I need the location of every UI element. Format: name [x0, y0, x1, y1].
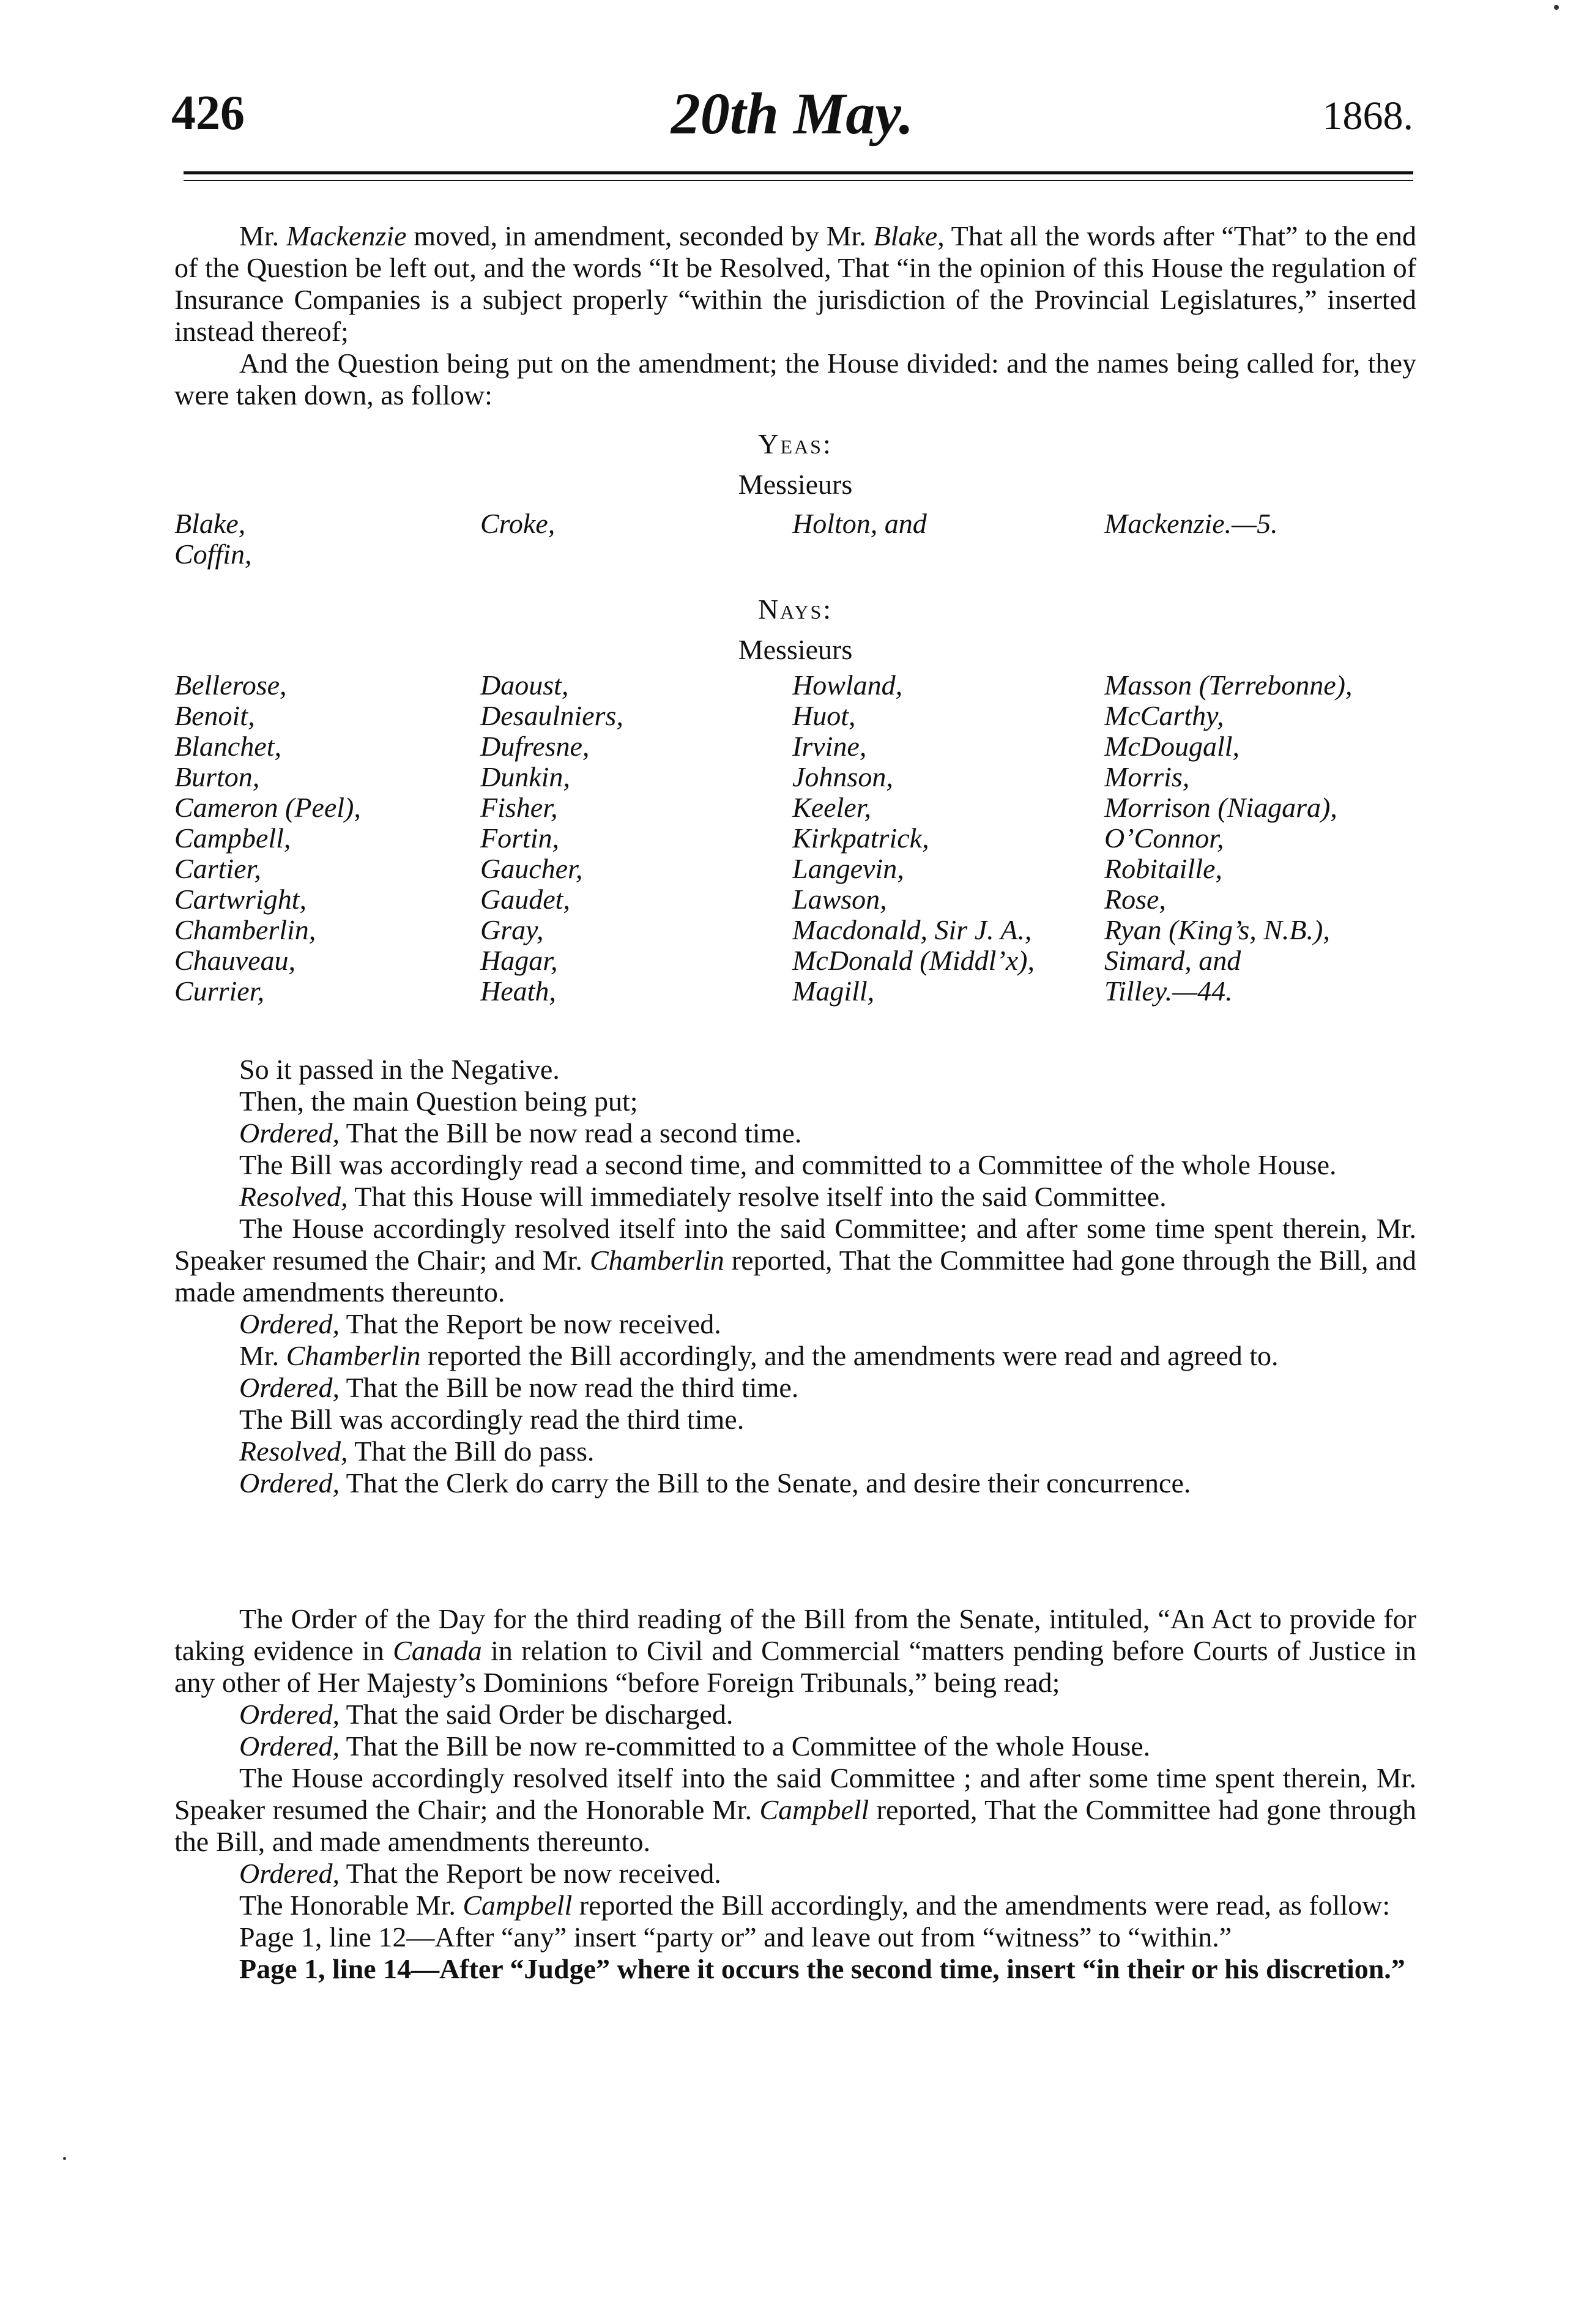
- nays-names: [174, 669, 1416, 1006]
- ordered-report: Ordered, That the Report be now received.: [239, 1858, 721, 1889]
- ordered-recommit: Ordered, That the Bill be now re-committed to a Committee of the whole House.: [239, 1730, 1151, 1762]
- negative-line: So it passed in the Negative.: [239, 1054, 560, 1085]
- name-entry: Desaulniers,: [480, 700, 623, 731]
- name-entry: Blanchet,: [174, 731, 281, 762]
- resolved-pass: Resolved, That the Bill do pass.: [239, 1436, 595, 1467]
- main-question-line: Then, the main Question being put;: [239, 1086, 638, 1117]
- header-rule-thick: [184, 171, 1413, 174]
- amendment-paragraph: Mr. Mackenzie moved, in amendment, seconded by Mr. Blake, That all the words after “That” to the end of the Question be left out, and the words “It be Resolved, That “in the opinion of this House the regulation of Insurance Companies is a subject properly “within the jurisdiction of the Provincial Legislatures,” inserted instead thereof;: [174, 220, 1417, 347]
- header-rule-thin: [184, 180, 1413, 181]
- print-speck: [1554, 5, 1559, 10]
- third-reading-line: The Bill was accordingly read the third time.: [239, 1404, 745, 1435]
- name-entry: Fisher,: [480, 792, 558, 823]
- committee-report-line: The House accordingly resolved itself into the said Committee; and after some time spent therein, Mr. Speaker resumed the Chair; and Mr. Chamberlin reported, That the Committee had gone through the Bill, and made amendments thereunto.: [174, 1213, 1416, 1308]
- name-entry: Blake,: [174, 508, 246, 539]
- name-entry: Robitaille,: [1104, 853, 1222, 884]
- page-year: 1868.: [1322, 94, 1413, 138]
- name-entry: Cartier,: [174, 853, 261, 884]
- reporter-name: Chamberlin: [589, 1245, 724, 1276]
- name-entry: Holton, and: [792, 508, 927, 539]
- nays-division: [174, 594, 1416, 1006]
- name-entry: McDonald (Middl’x),: [792, 945, 1035, 976]
- name-entry: Heath,: [480, 975, 556, 1007]
- second-reading-line: The Bill was accordingly read a second time, and committed to a Committee of the whole House.: [239, 1149, 1337, 1180]
- name-entry: Cameron (Peel),: [174, 792, 361, 823]
- name-entry: Johnson,: [792, 761, 893, 792]
- ordered-third-reading: Ordered, That the Bill be now read the third time.: [239, 1372, 799, 1403]
- name-entry: Dufresne,: [480, 731, 590, 762]
- yeas-names: [174, 508, 1416, 569]
- name-entry: Campbell,: [174, 822, 291, 854]
- yeas-heading: Yeas:: [758, 428, 833, 460]
- place-name: Canada: [393, 1635, 482, 1666]
- name-entry: Gray,: [480, 914, 544, 945]
- name-entry: Masson (Terrebonne),: [1104, 669, 1353, 701]
- reporter-name: Campbell: [759, 1794, 869, 1825]
- name-entry: Morris,: [1104, 761, 1190, 792]
- name-entry: Huot,: [792, 700, 856, 731]
- name-entry: Howland,: [792, 669, 903, 701]
- name-entry: Chauveau,: [174, 945, 296, 976]
- proceedings-bill-one: [174, 1054, 1416, 1499]
- reported-accordingly: Mr. Chamberlin reported the Bill accordingly, and the amendments were read and agreed to.: [239, 1340, 1279, 1371]
- ordered-clerk: Ordered, That the Clerk do carry the Bill to the Senate, and desire their concurrence.: [239, 1467, 1191, 1499]
- name-entry: McCarthy,: [1104, 700, 1224, 731]
- ordered-discharged: Ordered, That the said Order be discharged.: [239, 1699, 734, 1730]
- name-entry: Dunkin,: [480, 761, 570, 792]
- name-entry: Ryan (King’s, N.B.),: [1104, 914, 1330, 945]
- name-entry: Langevin,: [792, 853, 904, 884]
- ordered-report: Ordered, That the Report be now received.: [239, 1308, 721, 1339]
- name-entry: Rose,: [1104, 884, 1166, 915]
- name-entry: Magill,: [792, 975, 875, 1007]
- name-entry: Currier,: [174, 975, 264, 1007]
- name-entry: Chamberlin,: [174, 914, 316, 945]
- yeas-messieurs: Messieurs: [738, 469, 853, 500]
- print-speck: [63, 2157, 66, 2160]
- committee-report-line: The House accordingly resolved itself into the said Committee ; and after some time spent therein, Mr. Speaker resumed the Chair; and the Honorable Mr. Campbell reported, That the Committee had gone through the Bill, and made amendments thereunto.: [174, 1762, 1417, 1857]
- nays-messieurs: Messieurs: [738, 634, 853, 665]
- page-date: 20th May.: [671, 81, 914, 146]
- name-entry: Hagar,: [480, 945, 558, 976]
- name-entry: Burton,: [174, 761, 260, 792]
- name-entry: Gaudet,: [480, 884, 570, 915]
- amendment-block: [174, 220, 1416, 411]
- name-entry: Coffin,: [174, 538, 252, 570]
- name-entry: Morrison (Niagara),: [1104, 792, 1337, 823]
- resolved-committee: Resolved, That this House will immediately resolve itself into the said Committee.: [239, 1181, 1167, 1212]
- name-entry: Gaucher,: [480, 853, 583, 884]
- name-entry: Croke,: [480, 508, 556, 539]
- reported-accordingly: The Honorable Mr. Campbell reported the Bill accordingly, and the amendments were read, as follow:: [239, 1890, 1391, 1921]
- amendment-item: Page 1, line 12—After “any” insert “party or” and leave out from “witness” to “within.”: [239, 1921, 1232, 1953]
- name-entry: Lawson,: [792, 884, 887, 915]
- name-entry: Macdonald, Sir J. A.,: [792, 914, 1032, 945]
- name-entry: Simard, and: [1104, 945, 1241, 976]
- name-entry: Kirkpatrick,: [792, 822, 929, 854]
- page-number: 426: [171, 86, 245, 140]
- yeas-division: [174, 428, 1416, 569]
- name-entry: Benoit,: [174, 700, 255, 731]
- proceedings-bill-two: [174, 1603, 1416, 1985]
- nays-heading: Nays:: [757, 594, 833, 625]
- name-entry: Fortin,: [480, 822, 560, 854]
- order-of-day: The Order of the Day for the third reading of the Bill from the Senate, intituled, “An Act to provide for taking evidence in Canada in relation to Civil and Commercial “matters pending before Courts of Justice in any other of Her Majesty’s Dominions “before Foreign Tribunals,” being read;: [174, 1603, 1416, 1698]
- page-header: [171, 80, 1413, 153]
- name-entry: McDougall,: [1104, 731, 1240, 762]
- ordered-second-reading: Ordered, That the Bill be now read a second time.: [239, 1117, 802, 1149]
- name-entry: Bellerose,: [174, 669, 287, 701]
- name-entry: Irvine,: [792, 731, 867, 762]
- name-entry: O’Connor,: [1104, 822, 1224, 854]
- name-entry: Daoust,: [480, 669, 569, 701]
- name-entry: Cartwright,: [174, 884, 307, 915]
- name-entry: Tilley.—44.: [1104, 975, 1233, 1007]
- amendment-item: Page 1, line 14—After “Judge” where it occurs the second time, insert “in their or his discretion.”: [239, 1953, 1405, 1984]
- name-entry: Mackenzie.—5.: [1104, 508, 1278, 539]
- question-paragraph: And the Question being put on the amendment; the House divided: and the names being called for, they were taken down, as follow:: [174, 348, 1416, 411]
- mover-name: Mackenzie: [286, 220, 407, 251]
- seconder-name: Blake: [873, 220, 938, 251]
- name-entry: Keeler,: [792, 792, 872, 823]
